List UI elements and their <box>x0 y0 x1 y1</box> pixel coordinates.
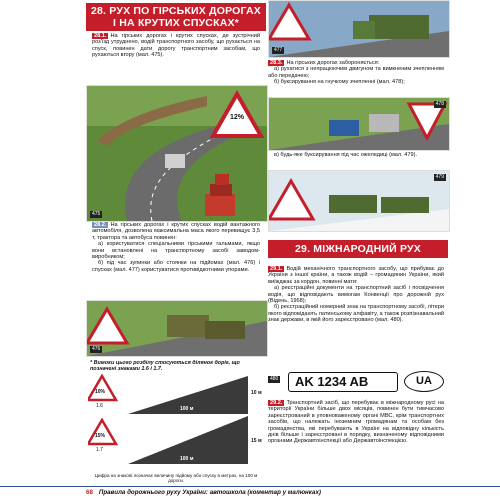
rule-28-2 <box>92 222 260 273</box>
rule-28-3-number: 28.3. <box>270 60 283 66</box>
plate-figure-label: 480 <box>270 376 279 382</box>
rule-28-2-number: 28.2. <box>94 222 107 228</box>
license-plate <box>288 372 398 392</box>
photo-475-image <box>87 86 267 221</box>
photo-476-label: 476 <box>92 346 101 352</box>
photo-478 <box>268 97 450 151</box>
rule-29-1 <box>268 266 444 324</box>
sign-15-percent: 15% <box>95 433 106 439</box>
photo-478-label: 478 <box>435 101 444 107</box>
license-plate-number: AK 1234 AB <box>295 374 369 389</box>
rule-28-1-number: 28.1. <box>94 33 107 39</box>
photo-475 <box>86 85 268 222</box>
sign-12-percent: 12% <box>230 114 245 121</box>
rule-29-1-text: Водій механічного транспортного засобу, що прибуває до України з іншої країни, а також водій – громадянин України, який виїжджає за кордон, повинні мати: <box>268 266 444 285</box>
height-b-label: 15 м <box>251 438 262 444</box>
diagram-caption: Цифра на знакові позначає величину підйому або спуску в метрах, на 100 м дороги. <box>94 473 258 484</box>
rule-29-2-text: Транспортний засіб, що перебуває в міжнародному русі на території України більше двох місяців, повинен бути тимчасово зареєстрований в уповноваженому органі МВС, крім транспортних засобів, що належать іноземним громадянам та особам без громадянства, які перебувають в Україні на відповідну кількість днів більше і зареєстровані в порядку, визначеному відповідними органами Державтоінспекції або Державтоінспекцією. <box>268 400 444 445</box>
footer-title: Правила дорожнього руху України: автошкола (коментар у малюнках) <box>98 489 321 496</box>
rule-28-3-a: а) рухатися з непрацюючим двигуном та вимкненим зчепленням або передачею; <box>268 66 444 79</box>
length-b-label: 100 м <box>180 456 194 462</box>
left-column <box>86 0 266 486</box>
photo-479-image <box>269 171 449 231</box>
footnote: * Вимоги цього розділу стосуються ділянок доріг, що позначені знаками 1.6 і 1.7. <box>90 360 240 373</box>
rule-28-3 <box>268 60 444 86</box>
photo-478-image <box>269 98 449 150</box>
rule-29-1-number: 29.1. <box>270 266 283 272</box>
photo-479-label: 479 <box>435 174 444 180</box>
page-number: 68 <box>86 489 93 496</box>
sign-1-7-id: 1.7 <box>96 447 103 453</box>
rule-29-2-number: 29.2. <box>270 400 283 406</box>
footer <box>86 486 448 500</box>
section-29-title: 29. МІЖНАРОДНИЙ РУХ <box>268 240 448 258</box>
photo-477-image <box>269 1 449 57</box>
slope-diagram-graphic <box>88 372 264 472</box>
rule-29-2 <box>268 400 444 445</box>
ua-oval-text: UA <box>416 375 432 387</box>
rule-28-3-v <box>268 152 444 158</box>
section-28-title: 28. РУХ ПО ГІРСЬКИХ ДОРОГАХ І НА КРУТИХ СПУСКАХ* <box>86 3 266 31</box>
rule-28-2-a: а) користуватися спеціальними гірськими гальмами, якщо вони встановлені на транспортному засобі заводом-виробником; <box>92 241 260 261</box>
plate-figure-480 <box>268 370 448 394</box>
rule-29-1-b: б) реєстраційний номерний знак на транспортному засобі, літери якого відповідають латинському алфавіту, а також розпізнавальний знак держави, в якій його зареєстровано (мал. 480). <box>268 304 444 324</box>
rule-28-3-b: б) буксирування на гнучкому зчепленні (мал. 478); <box>274 79 405 86</box>
photo-477-label: 477 <box>274 47 283 53</box>
rule-28-3-text: На гірських дорогах забороняється: <box>286 60 380 66</box>
right-column <box>268 0 448 486</box>
rule-28-2-text: На гірських дорогах і крутих спусках водій вантажного автомобіля, дозволена максимальна маса якого перевищує 3,5 т, трактора та автобуса повинен: <box>92 222 260 241</box>
height-a-label: 10 м <box>251 390 262 396</box>
rule-28-2-b: б) під час зупинки або стоянки на підйомах (мал. 476) і спусках (мал. 477) користуватися противідкотними упорами. <box>92 260 260 273</box>
rule-28-3-v-text: в) будь-яке буксирування під час ожеледиці (мал. 479). <box>274 152 418 158</box>
photo-477 <box>268 0 450 58</box>
sign-1-6-id: 1.6 <box>96 403 103 409</box>
slope-diagram <box>88 372 264 472</box>
sign-10-percent: 10% <box>95 389 106 395</box>
length-a-label: 100 м <box>180 406 194 412</box>
rule-29-1-a: а) реєстраційні документи на транспортний засіб і посвідчення водія, що відповідають вимогам Конвенції про дорожній рух (Відень, 1968); <box>268 285 444 305</box>
ua-oval <box>404 371 444 392</box>
photo-476 <box>86 300 268 357</box>
rule-28-1 <box>92 33 260 59</box>
photo-475-label: 475 <box>92 211 101 217</box>
rule-28-1-text: На гірських дорогах і крутих спусках, де зустрічний роз'їзд утруднено, водій транспортного засобу, що рухається на спуск, повинен дати дорогу транспортним засобам, що рухаються вгору (мал. 475). <box>92 33 260 59</box>
photo-476-image <box>87 301 267 356</box>
photo-479 <box>268 170 450 232</box>
